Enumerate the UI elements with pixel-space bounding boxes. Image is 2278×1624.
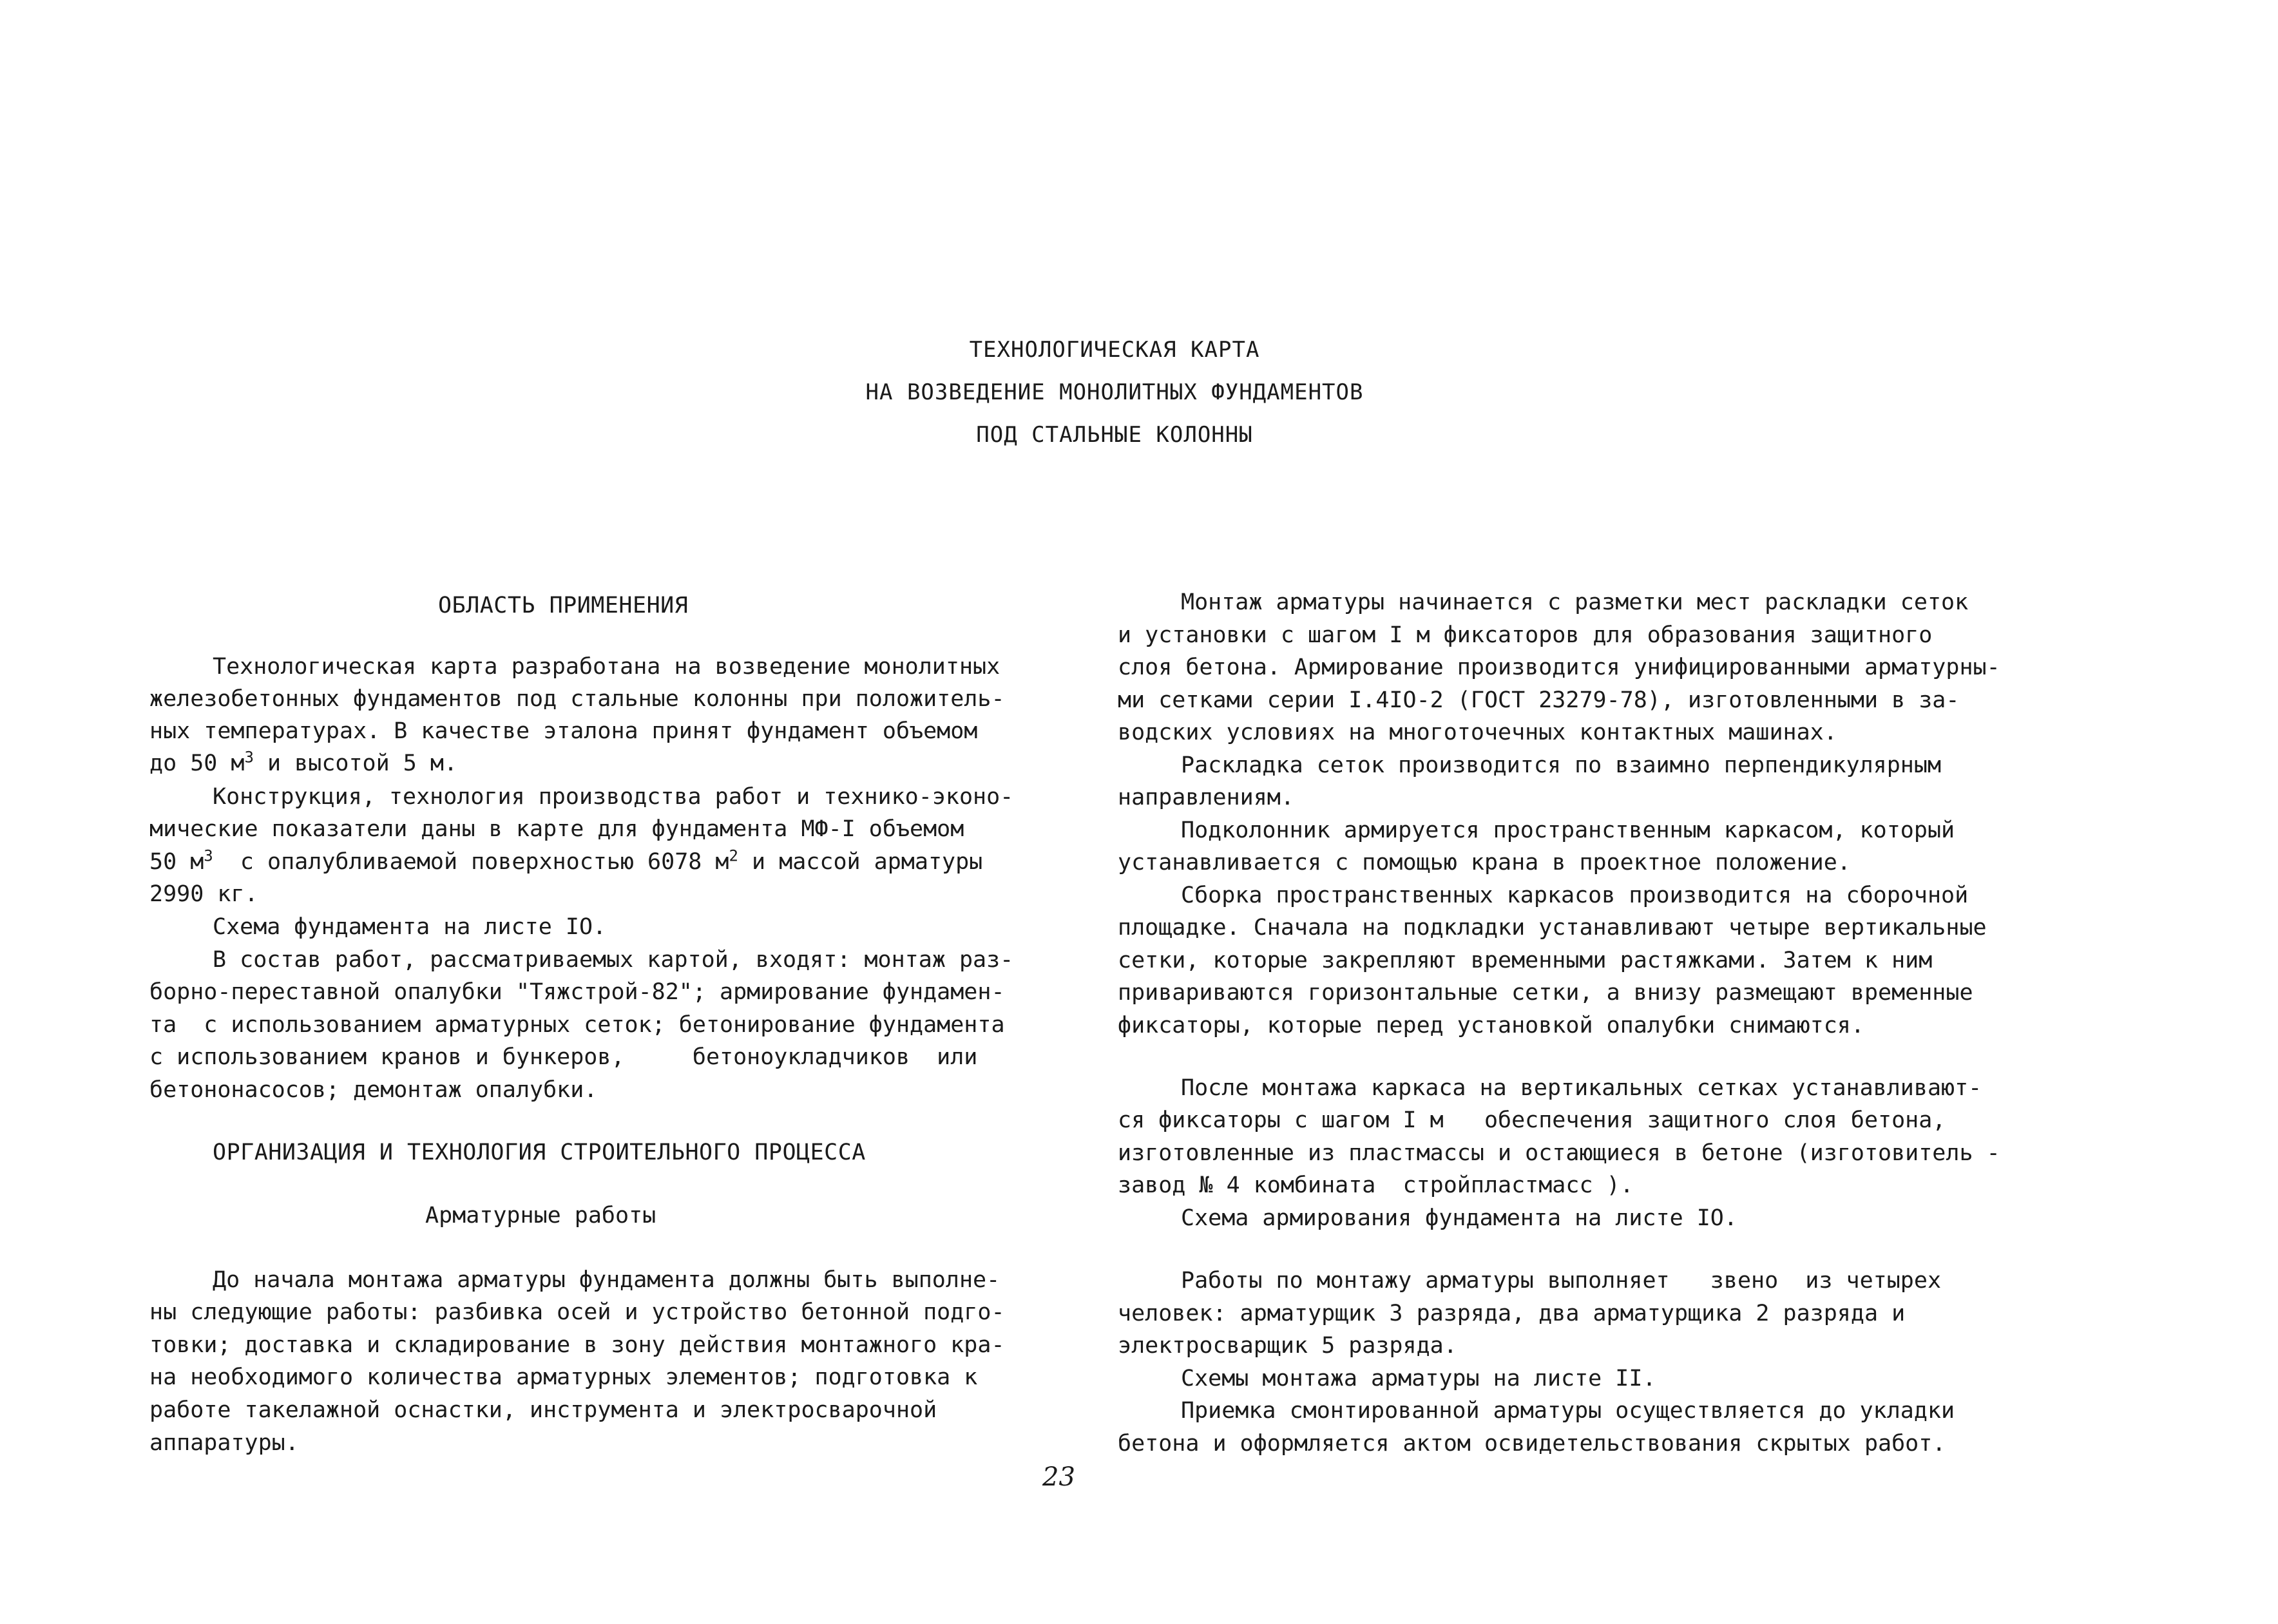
paragraph-line: работе такелажной оснастки, инструмента и электросварочной — [149, 1397, 937, 1423]
heading-scope: ОБЛАСТЬ ПРИМЕНЕНИЯ — [438, 593, 689, 618]
paragraph-line: 50 $м^3$ с опалубливаемой поверхностью 6078 $м^2$ и массой арматуры — [149, 846, 983, 875]
paragraph-line: привариваются горизонтальные сетки, а внизу размещают временные — [1118, 980, 1973, 1006]
paragraph-line: борно-переставной опалубки "Тяжстрой-82"; армирование фундамен- — [149, 979, 1005, 1005]
paragraph-line: площадке. Сначала на подкладки устанавливают четыре вертикальные — [1118, 915, 1987, 941]
paragraph-line: сетки, которые закрепляют временными растяжками. Затем к ним — [1118, 948, 1933, 973]
paragraph-line: ми сетками серии I.4IO-2 (ГОСТ 23279-78), изготовленными в за- — [1118, 687, 1960, 713]
paragraph-line: водских условиях на многоточечных контактных машинах. — [1118, 720, 1837, 745]
paragraph-line: та с использованием арматурных сеток; бетонирование фундамента — [149, 1012, 1005, 1038]
paragraph-line: бетона и оформляется актом освидетельствования скрытых работ. — [1118, 1431, 1946, 1457]
title-line-3: ПОД СТАЛЬНЫЕ КОЛОННЫ — [976, 422, 1253, 448]
paragraph-line: 2990 кг. — [149, 881, 258, 907]
paragraph-line: на необходимого количества арматурных элементов; подготовка к — [149, 1364, 978, 1390]
paragraph-line: Приемка смонтированной арматуры осуществляется до укладки — [1181, 1398, 1955, 1424]
paragraph-line: Схема фундамента на листе IO. — [213, 914, 607, 940]
paragraph-line: направлениям. — [1118, 785, 1294, 810]
paragraph-line: Раскладка сеток производится по взаимно перпендикулярным — [1181, 752, 1942, 778]
paragraph-line: электросварщик 5 разряда. — [1118, 1333, 1457, 1359]
paragraph-line: После монтажа каркаса на вертикальных сетках устанавливают- — [1181, 1075, 1982, 1101]
paragraph-line: аппаратуры. — [149, 1430, 299, 1456]
paragraph-line: и установки с шагом I м фиксаторов для образования защитного — [1118, 622, 1933, 648]
paragraph-line: товки; доставка и складирование в зону действия монтажного кра- — [149, 1332, 1005, 1358]
paragraph-line: устанавливается с помощью крана в проектное положение. — [1118, 850, 1851, 875]
paragraph-line: ны следующие работы: разбивка осей и устройство бетонной подго- — [149, 1299, 1005, 1325]
paragraph-line: Схемы монтажа арматуры на листе II. — [1181, 1366, 1656, 1391]
paragraph-line: железобетонных фундаментов под стальные колонны при положитель- — [149, 686, 1005, 712]
paragraph-line: с использованием кранов и бункеров, бетоноукладчиков или — [149, 1044, 978, 1070]
paragraph-line: Сборка пространственных каркасов производится на сборочной — [1181, 883, 1969, 908]
paragraph-line: мические показатели даны в карте для фундамента МФ-I объемом — [149, 816, 964, 842]
title-line-2: НА ВОЗВЕДЕНИЕ МОНОЛИТНЫХ ФУНДАМЕНТОВ — [865, 379, 1364, 405]
subheading-reinforcement: Арматурные работы — [425, 1203, 656, 1228]
paragraph-line: Конструкция, технология производства работ и технико-эконо- — [213, 784, 1014, 810]
paragraph-line: ных температурах. В качестве эталона принят фундамент объемом — [149, 718, 978, 744]
title-line-1: ТЕХНОЛОГИЧЕСКАЯ КАРТА — [969, 337, 1260, 363]
paragraph-line: Подколонник армируется пространственным каркасом, который — [1181, 817, 1955, 843]
paragraph-line: изготовленные из пластмассы и остающиеся в бетоне (изготовитель - — [1118, 1140, 2000, 1166]
paragraph-line: ся фиксаторы с шагом I м обеспечения защитного слоя бетона, — [1118, 1107, 1946, 1133]
heading-organization: ОРГАНИЗАЦИЯ И ТЕХНОЛОГИЯ СТРОИТЕЛЬНОГО ПРОЦЕССА — [213, 1140, 866, 1165]
paragraph-line: человек: арматурщик 3 разряда, два арматурщика 2 разряда и — [1118, 1301, 1906, 1326]
paragraph-line: фиксаторы, которые перед установкой опалубки снимаются. — [1118, 1013, 1864, 1038]
paragraph-line: до 50 $м^3$ и высотой 5 м. — [149, 748, 458, 776]
paragraph-line: бетононасосов; демонтаж опалубки. — [149, 1077, 598, 1103]
paragraph-line: завод № 4 комбината стройпластмасс ). — [1118, 1172, 1634, 1198]
paragraph-line: До начала монтажа арматуры фундамента должны быть выполне- — [213, 1267, 1000, 1293]
paragraph-line: Технологическая карта разработана на возведение монолитных — [213, 654, 1000, 680]
document-title — [709, 329, 1520, 456]
paragraph-line: Работы по монтажу арматуры выполняет звено из четырех — [1181, 1268, 1942, 1294]
paragraph-line: В состав работ, рассматриваемых картой, входят: монтаж раз- — [213, 947, 1014, 973]
page-number: 23 — [1042, 1462, 1075, 1492]
paragraph-line: Монтаж арматуры начинается с разметки мест раскладки сеток — [1181, 589, 1969, 615]
paragraph-line: слоя бетона. Армирование производится унифицированными арматурны- — [1118, 654, 2000, 680]
paragraph-line: Схема армирования фундамента на листе IO. — [1181, 1205, 1737, 1231]
